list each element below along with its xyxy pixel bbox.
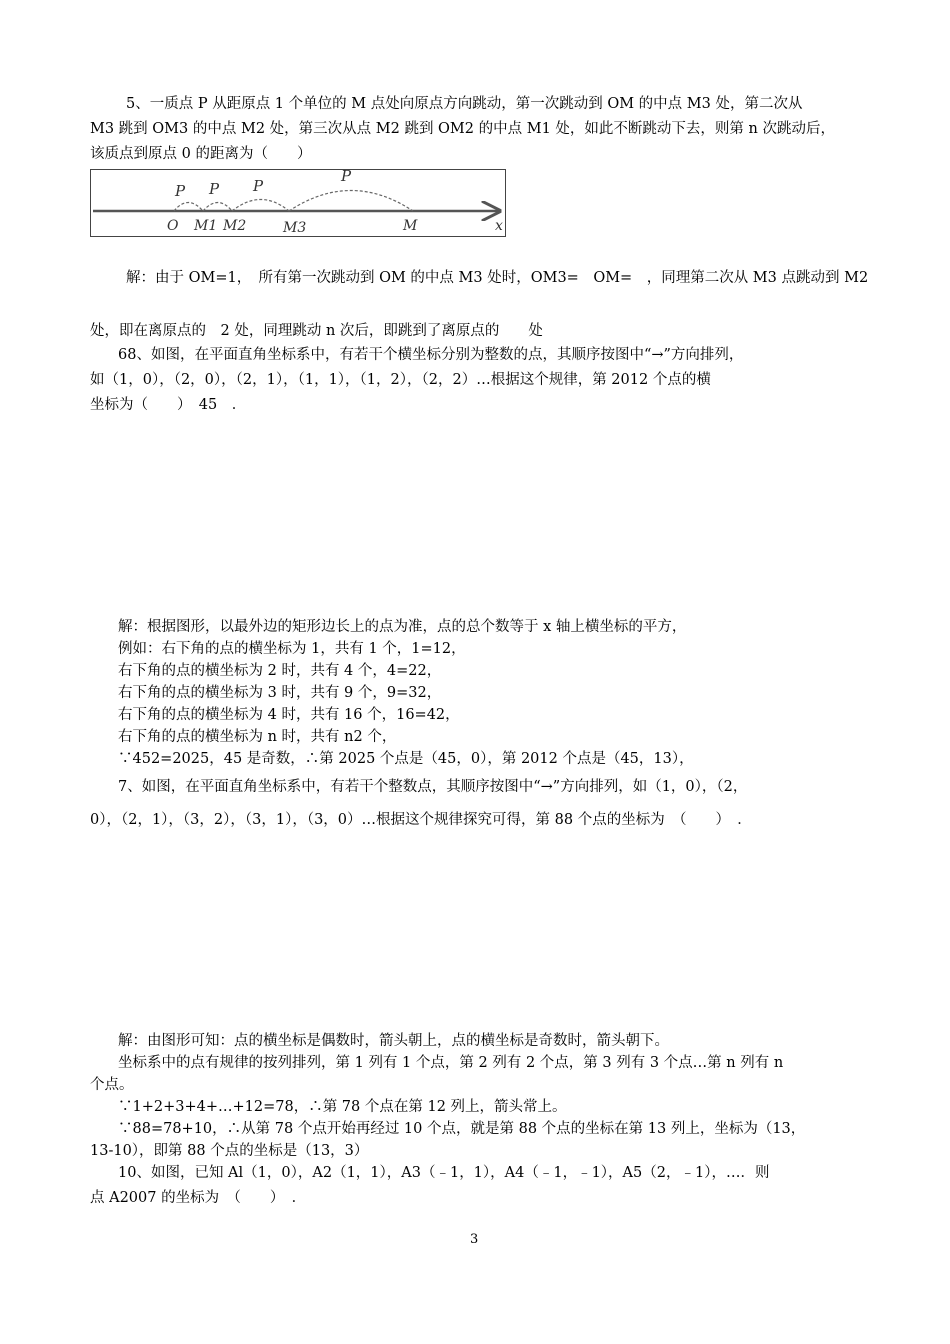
jump-label-4: P <box>341 170 352 185</box>
solution-5-line-2: 处，即在离原点的 2 处，同理跳动 n 次后，即跳到了离原点的 处 <box>90 323 543 339</box>
solution-68-line-7: ∵452=2025，45 是奇数，∴第 2025 个点是（45，0），第 2012 个点是（45，13）， <box>118 751 694 767</box>
solution-68-line-4: 右下角的点的横坐标为 3 时，共有 9 个，9=32， <box>118 685 442 701</box>
solution-68-line-2: 例如：右下角的点的横坐标为 1，共有 1 个，1=12， <box>118 641 466 657</box>
page-number: 3 <box>470 1232 479 1247</box>
label-M1: M1 <box>194 218 218 234</box>
solution-5-line-1: 解：由于 OM=1， 所有第一次跳动到 OM 的中点 M3 处时，OM3= OM= ，同理第二次从 M3 点跳动到 M2 <box>126 270 869 286</box>
problem-68-line-1: 68、如图，在平面直角坐标系中，有若干个横坐标分别为整数的点，其顺序按图中“→”方向排列， <box>118 347 744 363</box>
solution-68-line-6: 右下角的点的横坐标为 n 时，共有 n2 个， <box>118 729 397 745</box>
solution-68-line-1: 解：根据图形，以最外边的矩形边长上的点为准，点的总个数等于 x 轴上横坐标的平方， <box>118 619 687 635</box>
solution-68-line-5: 右下角的点的横坐标为 4 时，共有 16 个，16=42， <box>118 707 460 723</box>
jump-arc-1 <box>174 203 203 212</box>
problem-5-line-1: 5、一质点 P 从距原点 1 个单位的 M 点处向原点方向跳动，第一次跳动到 OM 的中点 M3 处，第二次从 <box>126 96 803 112</box>
solution-7-line-2: 坐标系中的点有规律的按列排列，第 1 列有 1 个点，第 2 列有 2 个点，第 3 列有 3 个点…第 n 列有 n <box>118 1055 784 1071</box>
label-O: O <box>167 218 179 234</box>
solution-7-line-4: ∵1+2+3+4+…+12=78，∴第 78 个点在第 12 列上，箭头常上。 <box>118 1099 567 1115</box>
solution-68-line-3: 右下角的点的横坐标为 2 时，共有 4 个，4=22， <box>118 663 442 679</box>
problem-68-line-3: 坐标为（ ） 45 ． <box>90 397 247 413</box>
solution-7-line-3: 个点。 <box>90 1077 134 1093</box>
problem-5-line-2: M3 跳到 OM3 的中点 M2 处，第三次从点 M2 跳到 OM2 的中点 M1 处，如此不断跳动下去，则第 n 次跳动后， <box>90 121 835 137</box>
label-M: M <box>403 218 418 234</box>
jump-label-2: P <box>209 180 220 198</box>
problem-5-line-3: 该质点到原点 0 的距离为（ ） <box>90 146 312 162</box>
jump-label-1: P <box>175 182 186 200</box>
problem-7-line-1: 7、如图，在平面直角坐标系中，有若干个整数点，其顺序按图中“→”方向排列，如（1，0），（2， <box>118 779 748 795</box>
problem-68-line-2: 如（1，0），（2，0），（2，1），（1，1），（1，2），（2，2）…根据这个规律，第 2012 个点的横 <box>90 372 711 388</box>
problem-10-line-2: 点 A2007 的坐标为 （ ） ． <box>90 1190 307 1206</box>
axis-label-x: x <box>495 218 503 234</box>
solution-7-line-6: 13-10），即第 88 个点的坐标是（13，3） <box>90 1143 369 1159</box>
problem-10-line-1: 10、如图，已知 Al（1，0），A2（1，1），A3（﹣1，1），A4（﹣1，﹣1），A5（2，﹣1），…．则 <box>118 1165 770 1181</box>
label-M2: M2 <box>223 218 247 234</box>
jump-arc-4 <box>289 191 413 212</box>
label-M3: M3 <box>283 220 307 236</box>
problem-7-line-2: 0），（2，1），（3，2），（3，1），（3，0）…根据这个规律探究可得，第 88 个点的坐标为 （ ） ． <box>90 812 752 828</box>
jump-arc-2 <box>203 203 232 212</box>
number-line-figure <box>90 169 506 237</box>
jump-arc-3 <box>232 200 289 212</box>
jump-label-3: P <box>253 177 264 195</box>
solution-7-line-1: 解：由图形可知：点的横坐标是偶数时，箭头朝上，点的横坐标是奇数时，箭头朝下。 <box>118 1033 669 1049</box>
solution-7-line-5: ∵88=78+10，∴从第 78 个点开始再经过 10 个点，就是第 88 个点的坐标在第 13 列上，坐标为（13， <box>118 1121 806 1137</box>
